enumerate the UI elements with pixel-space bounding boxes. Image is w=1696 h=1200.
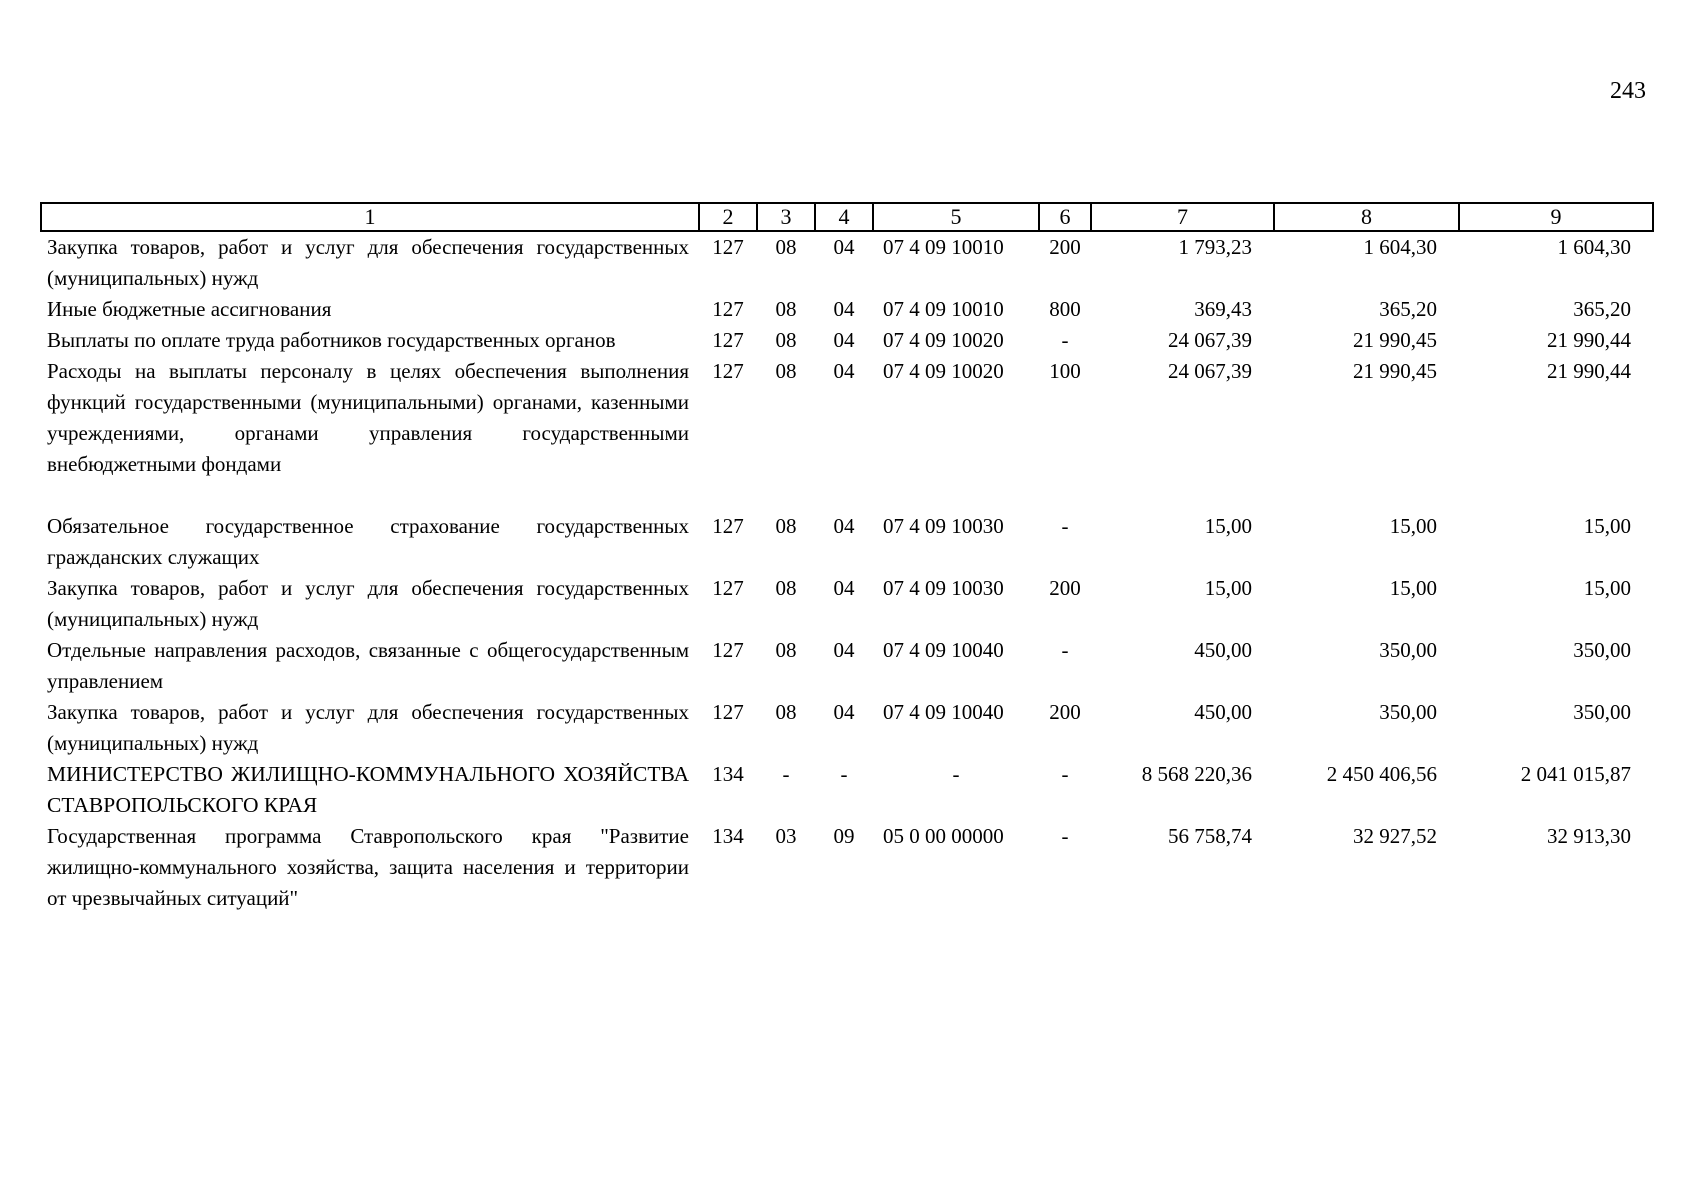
row-amount-1: 24 067,39: [1168, 328, 1252, 352]
row-subsection: 04: [833, 576, 855, 600]
table-row: [41, 294, 1653, 325]
table-row: [41, 573, 1653, 635]
row-name: Отдельные направления расходов, связанные с общегосударственным управлением: [47, 638, 689, 693]
row-amount-2: 1 604,30: [1363, 235, 1437, 259]
row-amount-2: 350,00: [1379, 700, 1437, 724]
row-ministry-code: 134: [712, 824, 744, 848]
table-row: [41, 697, 1653, 759]
column-header-5: 5: [873, 203, 1039, 231]
row-section: 08: [775, 700, 797, 724]
row-ministry-code: 127: [712, 297, 744, 321]
table-row: [41, 356, 1653, 511]
row-amount-2: 2 450 406,56: [1326, 762, 1437, 786]
row-subsection: 04: [833, 514, 855, 538]
budget-table: [40, 202, 1654, 914]
row-name: Расходы на выплаты персоналу в целях обеспечения выполнения функций государственными (муниципальными) органами, казенными учреждениями, органами управления государственными внебюджетными фондами: [47, 359, 689, 476]
row-target-code: 07 4 09 10030: [883, 576, 1004, 600]
row-subsection: 04: [833, 235, 855, 259]
table-row: [41, 821, 1653, 914]
row-amount-1: 1 793,23: [1178, 235, 1252, 259]
row-ministry-code: 134: [712, 762, 744, 786]
row-ministry-code: 127: [712, 514, 744, 538]
row-name: Иные бюджетные ассигнования: [47, 297, 332, 321]
row-target-code: 07 4 09 10040: [883, 638, 1004, 662]
row-amount-1: 450,00: [1194, 700, 1252, 724]
column-header-8: 8: [1274, 203, 1459, 231]
row-amount-2: 32 927,52: [1353, 824, 1437, 848]
row-section: -: [782, 762, 790, 786]
row-ministry-code: 127: [712, 235, 744, 259]
column-header-6: 6: [1039, 203, 1091, 231]
row-section: 08: [775, 576, 797, 600]
table-row: [41, 511, 1653, 573]
row-target-code: 07 4 09 10040: [883, 700, 1004, 724]
row-expense-type: 200: [1049, 576, 1081, 600]
row-amount-3: 15,00: [1583, 576, 1631, 600]
table-row: [41, 231, 1653, 294]
row-target-code: 07 4 09 10020: [883, 359, 1004, 383]
row-amount-3: 1 604,30: [1557, 235, 1631, 259]
row-amount-3: 21 990,44: [1547, 359, 1631, 383]
row-expense-type: -: [1061, 824, 1069, 848]
row-expense-type: -: [1061, 514, 1069, 538]
row-amount-1: 56 758,74: [1168, 824, 1252, 848]
row-subsection: 09: [833, 824, 855, 848]
row-ministry-code: 127: [712, 576, 744, 600]
row-name: Обязательное государственное страхование государственных гражданских служащих: [47, 514, 689, 569]
row-expense-type: 100: [1049, 359, 1081, 383]
row-amount-1: 8 568 220,36: [1141, 762, 1252, 786]
row-name: Выплаты по оплате труда работников государственных органов: [47, 328, 616, 352]
row-target-code: 07 4 09 10020: [883, 328, 1004, 352]
row-target-code: 07 4 09 10030: [883, 514, 1004, 538]
row-expense-type: -: [1061, 638, 1069, 662]
row-amount-3: 21 990,44: [1547, 328, 1631, 352]
row-name: Государственная программа Ставропольского края "Развитие жилищно-коммунального хозяйства, защита населения и территории от чрезвычайных ситуаций": [47, 824, 689, 910]
table-row: [41, 325, 1653, 356]
row-ministry-code: 127: [712, 638, 744, 662]
row-subsection: 04: [833, 297, 855, 321]
row-subsection: 04: [833, 700, 855, 724]
row-amount-2: 350,00: [1379, 638, 1437, 662]
row-target-code: 07 4 09 10010: [883, 297, 1004, 321]
row-amount-3: 350,00: [1573, 700, 1631, 724]
row-amount-2: 15,00: [1389, 576, 1437, 600]
row-amount-3: 350,00: [1573, 638, 1631, 662]
row-ministry-code: 127: [712, 700, 744, 724]
row-amount-1: 15,00: [1204, 576, 1252, 600]
row-amount-3: 32 913,30: [1547, 824, 1631, 848]
row-subsection: 04: [833, 359, 855, 383]
row-subsection: 04: [833, 328, 855, 352]
column-header-7: 7: [1091, 203, 1274, 231]
row-name: Закупка товаров, работ и услуг для обеспечения государственных (муниципальных) нужд: [47, 235, 689, 290]
row-target-code: 05 0 00 00000: [883, 824, 1004, 848]
row-amount-1: 369,43: [1194, 297, 1252, 321]
row-section: 08: [775, 514, 797, 538]
page-number: 243: [1610, 78, 1646, 104]
row-name: МИНИСТЕРСТВО ЖИЛИЩНО-КОММУНАЛЬНОГО ХОЗЯЙСТВА СТАВРОПОЛЬСКОГО КРАЯ: [47, 762, 689, 817]
row-amount-3: 15,00: [1583, 514, 1631, 538]
column-header-1: 1: [41, 203, 699, 231]
row-ministry-code: 127: [712, 328, 744, 352]
row-section: 03: [775, 824, 797, 848]
row-section: 08: [775, 297, 797, 321]
row-ministry-code: 127: [712, 359, 744, 383]
column-header-2: 2: [699, 203, 757, 231]
column-header-4: 4: [815, 203, 873, 231]
row-subsection: -: [840, 762, 848, 786]
row-section: 08: [775, 359, 797, 383]
row-expense-type: 800: [1049, 297, 1081, 321]
row-name: Закупка товаров, работ и услуг для обеспечения государственных (муниципальных) нужд: [47, 700, 689, 755]
row-expense-type: 200: [1049, 235, 1081, 259]
table-row: [41, 759, 1653, 821]
row-amount-1: 24 067,39: [1168, 359, 1252, 383]
row-amount-3: 365,20: [1573, 297, 1631, 321]
row-amount-2: 365,20: [1379, 297, 1437, 321]
row-target-code: -: [952, 762, 960, 786]
row-section: 08: [775, 328, 797, 352]
row-expense-type: -: [1061, 328, 1069, 352]
table-row: [41, 635, 1653, 697]
row-section: 08: [775, 638, 797, 662]
row-expense-type: 200: [1049, 700, 1081, 724]
row-expense-type: -: [1061, 762, 1069, 786]
row-target-code: 07 4 09 10010: [883, 235, 1004, 259]
column-header-3: 3: [757, 203, 815, 231]
row-name: Закупка товаров, работ и услуг для обеспечения государственных (муниципальных) нужд: [47, 576, 689, 631]
row-amount-2: 21 990,45: [1353, 359, 1437, 383]
table-header-row: [41, 203, 1653, 231]
row-subsection: 04: [833, 638, 855, 662]
row-amount-1: 15,00: [1204, 514, 1252, 538]
row-amount-2: 15,00: [1389, 514, 1437, 538]
row-section: 08: [775, 235, 797, 259]
row-amount-2: 21 990,45: [1353, 328, 1437, 352]
row-amount-3: 2 041 015,87: [1520, 762, 1631, 786]
column-header-9: 9: [1459, 203, 1653, 231]
row-amount-1: 450,00: [1194, 638, 1252, 662]
